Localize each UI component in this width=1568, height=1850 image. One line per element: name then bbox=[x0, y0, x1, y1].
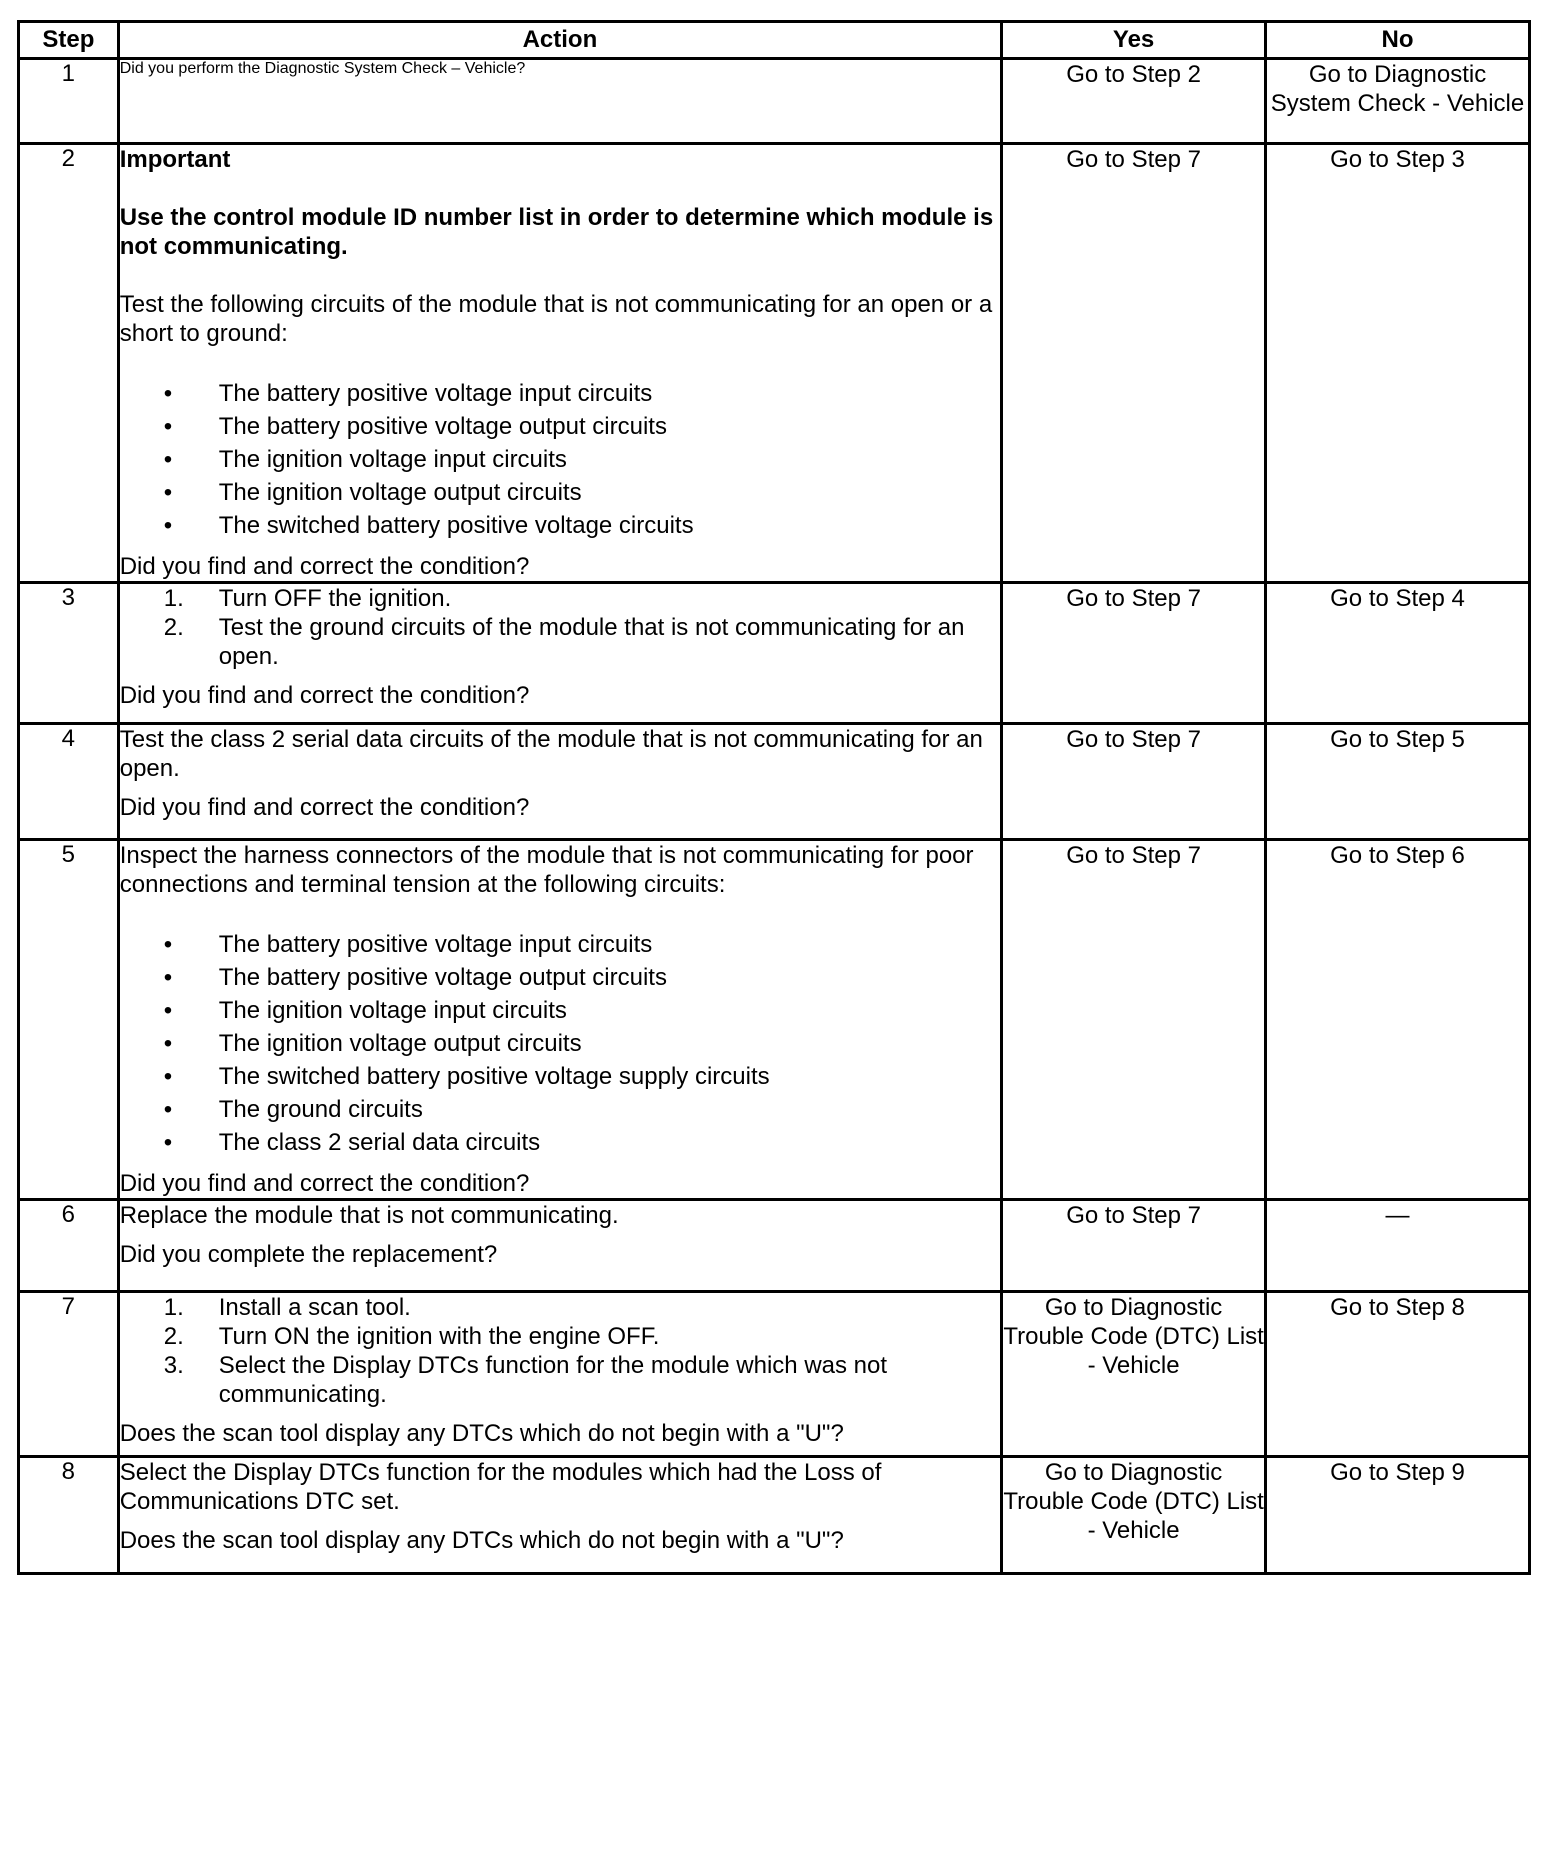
header-step: Step bbox=[19, 22, 119, 59]
list-item: • The battery positive voltage output circuits bbox=[120, 410, 1000, 443]
list-item: • The ignition voltage output circuits bbox=[120, 1027, 1000, 1060]
no-cell: Go to Step 6 bbox=[1266, 840, 1530, 1200]
action-cell bbox=[118, 144, 1001, 583]
action-intro: Inspect the harness connectors of the module that is not communicating for poor connections and terminal tension at the following circuits: bbox=[119, 842, 974, 898]
yes-cell: Go to Diagnostic Trouble Code (DTC) List - Vehicle bbox=[1002, 1457, 1266, 1574]
yes-cell: Go to Step 7 bbox=[1002, 583, 1266, 724]
action-text: Replace the module that is not communicating. bbox=[119, 1202, 619, 1229]
list-item: • The switched battery positive voltage circuits bbox=[120, 509, 1000, 542]
list-item: • The battery positive voltage output circuits bbox=[120, 961, 1000, 994]
no-cell: Go to Step 8 bbox=[1266, 1292, 1530, 1457]
action-cell bbox=[118, 59, 1001, 144]
important-label: Important bbox=[119, 146, 231, 173]
list-item: 2. Test the ground circuits of the module that is not communicating for an open. bbox=[163, 614, 965, 670]
action-text: Select the Display DTCs function for the modules which had the Loss of Communications DTC set. bbox=[119, 1459, 882, 1515]
action-cell bbox=[118, 840, 1001, 1200]
table-row bbox=[19, 59, 1530, 144]
yes-cell: Go to Diagnostic Trouble Code (DTC) List - Vehicle bbox=[1002, 1292, 1266, 1457]
important-note: Use the control module ID number list in order to determine which module is not communicating. bbox=[119, 204, 994, 260]
table-row bbox=[19, 583, 1530, 724]
no-cell: Go to Step 9 bbox=[1266, 1457, 1530, 1574]
list-item: 1. Install a scan tool. bbox=[163, 1294, 411, 1321]
action-question: Does the scan tool display any DTCs which do not begin with a "U"? bbox=[119, 1420, 844, 1447]
procedure-list bbox=[120, 1293, 1000, 1409]
yes-cell: Go to Step 7 bbox=[1002, 840, 1266, 1200]
list-item: • The switched battery positive voltage supply circuits bbox=[120, 1060, 1000, 1093]
step-number: 7 bbox=[19, 1292, 119, 1457]
no-cell: Go to Diagnostic System Check - Vehicle bbox=[1266, 59, 1530, 144]
header-yes: Yes bbox=[1002, 22, 1266, 59]
action-cell bbox=[118, 1200, 1001, 1292]
action-intro: Test the following circuits of the module that is not communicating for an open or a short to ground: bbox=[119, 291, 993, 347]
list-item: 2. Turn ON the ignition with the engine OFF. bbox=[163, 1323, 660, 1350]
action-question: Does the scan tool display any DTCs which do not begin with a "U"? bbox=[119, 1527, 844, 1554]
header-row bbox=[19, 22, 1530, 59]
action-cell bbox=[118, 583, 1001, 724]
table-row bbox=[19, 144, 1530, 583]
yes-cell: Go to Step 7 bbox=[1002, 724, 1266, 840]
action-text: Test the class 2 serial data circuits of the module that is not communicating for an open. bbox=[119, 726, 983, 782]
action-question: Did you complete the replacement? bbox=[119, 1241, 498, 1268]
table-row bbox=[19, 1457, 1530, 1574]
action-text: Did you perform the Diagnostic System Check – Vehicle? bbox=[119, 60, 526, 77]
table-row bbox=[19, 724, 1530, 840]
procedure-list bbox=[120, 584, 1000, 671]
list-item: • The class 2 serial data circuits bbox=[120, 1126, 1000, 1159]
action-question: Did you find and correct the condition? bbox=[119, 794, 530, 821]
step-number: 3 bbox=[19, 583, 119, 724]
no-cell: — bbox=[1266, 1200, 1530, 1292]
action-cell bbox=[118, 1457, 1001, 1574]
yes-cell: Go to Step 7 bbox=[1002, 1200, 1266, 1292]
list-item: • The ignition voltage input circuits bbox=[120, 994, 1000, 1027]
no-cell: Go to Step 5 bbox=[1266, 724, 1530, 840]
diagnostic-table bbox=[17, 20, 1531, 1575]
list-item: 1. Turn OFF the ignition. bbox=[163, 585, 452, 612]
step-number: 5 bbox=[19, 840, 119, 1200]
circuit-list bbox=[120, 377, 1000, 542]
step-number: 8 bbox=[19, 1457, 119, 1574]
list-item: • The ground circuits bbox=[120, 1093, 1000, 1126]
header-action: Action bbox=[118, 22, 1001, 59]
action-question: Did you find and correct the condition? bbox=[119, 682, 530, 709]
action-question: Did you find and correct the condition? bbox=[119, 1170, 530, 1197]
no-cell: Go to Step 4 bbox=[1266, 583, 1530, 724]
circuit-list bbox=[120, 928, 1000, 1159]
no-cell: Go to Step 3 bbox=[1266, 144, 1530, 583]
action-cell bbox=[118, 724, 1001, 840]
step-number: 4 bbox=[19, 724, 119, 840]
list-item: 3. Select the Display DTCs function for the module which was not communicating. bbox=[163, 1352, 888, 1408]
yes-cell: Go to Step 7 bbox=[1002, 144, 1266, 583]
list-item: • The ignition voltage input circuits bbox=[120, 443, 1000, 476]
action-question: Did you find and correct the condition? bbox=[119, 553, 530, 580]
step-number: 2 bbox=[19, 144, 119, 583]
action-cell bbox=[118, 1292, 1001, 1457]
table-row bbox=[19, 1292, 1530, 1457]
list-item: • The battery positive voltage input circuits bbox=[120, 928, 1000, 961]
table-row bbox=[19, 1200, 1530, 1292]
yes-cell: Go to Step 2 bbox=[1002, 59, 1266, 144]
step-number: 6 bbox=[19, 1200, 119, 1292]
table-row bbox=[19, 840, 1530, 1200]
step-number: 1 bbox=[19, 59, 119, 144]
list-item: • The ignition voltage output circuits bbox=[120, 476, 1000, 509]
header-no: No bbox=[1266, 22, 1530, 59]
list-item: • The battery positive voltage input circuits bbox=[120, 377, 1000, 410]
